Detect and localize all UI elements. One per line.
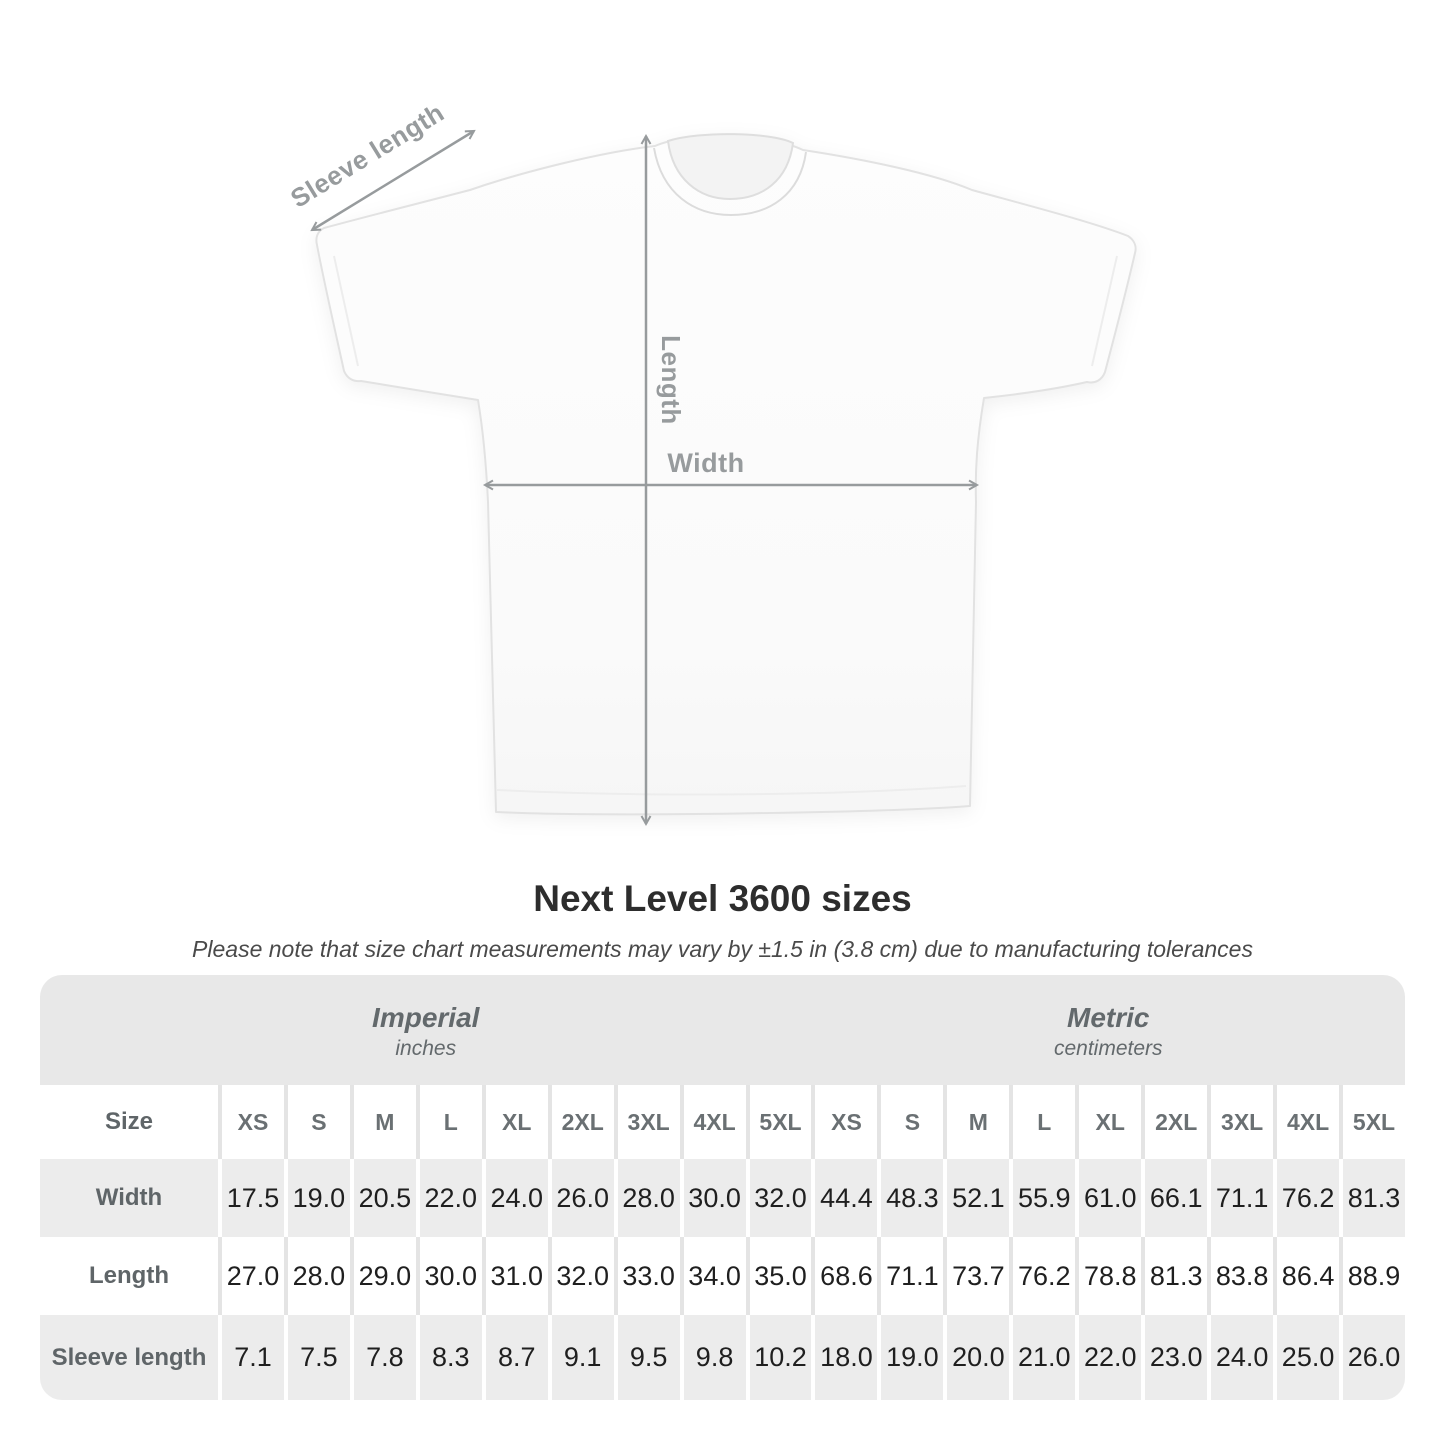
table-cell: 86.4 xyxy=(1273,1237,1339,1315)
column-header: XS xyxy=(218,1085,284,1159)
metric-section-header xyxy=(812,975,1406,1085)
column-header: XL xyxy=(482,1085,548,1159)
column-header: 5XL xyxy=(1339,1085,1405,1159)
page-title: Next Level 3600 sizes xyxy=(533,878,912,919)
table-cell: 19.0 xyxy=(877,1315,943,1400)
column-header: XL xyxy=(1075,1085,1141,1159)
table-cell: 81.3 xyxy=(1339,1159,1405,1237)
row-label: Sleeve length xyxy=(51,1343,207,1371)
table-cell: 20.5 xyxy=(350,1159,416,1237)
table-cell: 10.2 xyxy=(746,1315,812,1400)
table-cell: 68.6 xyxy=(811,1237,877,1315)
imperial-label: Imperial xyxy=(372,1001,480,1033)
table-cell: 71.1 xyxy=(877,1237,943,1315)
table-cell: 8.3 xyxy=(416,1315,482,1400)
table-cell: 33.0 xyxy=(614,1237,680,1315)
size-header-row xyxy=(40,1085,1405,1159)
table-cell: 25.0 xyxy=(1273,1315,1339,1400)
width-label: Width xyxy=(667,448,745,478)
table-cell: 66.1 xyxy=(1141,1159,1207,1237)
table-row-width xyxy=(40,1159,1405,1237)
column-header: L xyxy=(416,1085,482,1159)
table-cell: 76.2 xyxy=(1273,1159,1339,1237)
table-cell: 9.1 xyxy=(548,1315,614,1400)
table-cell: 9.8 xyxy=(680,1315,746,1400)
table-cell: 17.5 xyxy=(218,1159,284,1237)
table-cell: 22.0 xyxy=(1075,1315,1141,1400)
table-cell: 78.8 xyxy=(1075,1237,1141,1315)
table-cell: 35.0 xyxy=(746,1237,812,1315)
table-cell: 32.0 xyxy=(746,1159,812,1237)
imperial-unit-label: inches xyxy=(395,1036,457,1060)
row-label: Length xyxy=(89,1262,169,1289)
table-cell: 7.8 xyxy=(350,1315,416,1400)
table-cell: 28.0 xyxy=(614,1159,680,1237)
sleeve-length-label: Sleeve length xyxy=(285,97,450,214)
table-cell: 88.9 xyxy=(1339,1237,1405,1315)
table-cell: 9.5 xyxy=(614,1315,680,1400)
table-cell: 26.0 xyxy=(548,1159,614,1237)
table-cell: 61.0 xyxy=(1075,1159,1141,1237)
size-table xyxy=(40,975,1405,1400)
table-cell: 81.3 xyxy=(1141,1237,1207,1315)
column-header: 4XL xyxy=(680,1085,746,1159)
column-header: M xyxy=(350,1085,416,1159)
table-cell: 7.1 xyxy=(218,1315,284,1400)
table-cell: 31.0 xyxy=(482,1237,548,1315)
unit-system-header-row xyxy=(40,975,1405,1085)
table-cell: 48.3 xyxy=(877,1159,943,1237)
table-cell: 23.0 xyxy=(1141,1315,1207,1400)
table-cell: 8.7 xyxy=(482,1315,548,1400)
table-cell: 26.0 xyxy=(1339,1315,1405,1400)
table-row-sleeve-length xyxy=(40,1315,1405,1400)
table-cell: 71.1 xyxy=(1207,1159,1273,1237)
column-header: 2XL xyxy=(548,1085,614,1159)
table-cell: 19.0 xyxy=(284,1159,350,1237)
table-cell: 7.5 xyxy=(284,1315,350,1400)
column-header: 2XL xyxy=(1141,1085,1207,1159)
table-cell: 21.0 xyxy=(1009,1315,1075,1400)
column-header: 3XL xyxy=(1207,1085,1273,1159)
table-cell: 34.0 xyxy=(680,1237,746,1315)
column-header: 5XL xyxy=(746,1085,812,1159)
table-cell: 28.0 xyxy=(284,1237,350,1315)
metric-label: Metric xyxy=(1067,1001,1150,1033)
column-header: M xyxy=(943,1085,1009,1159)
column-header: 3XL xyxy=(614,1085,680,1159)
table-cell: 24.0 xyxy=(1207,1315,1273,1400)
column-header: 4XL xyxy=(1273,1085,1339,1159)
row-label: Width xyxy=(95,1184,163,1211)
table-cell: 18.0 xyxy=(811,1315,877,1400)
column-header: L xyxy=(1009,1085,1075,1159)
table-cell: 73.7 xyxy=(943,1237,1009,1315)
table-cell: 29.0 xyxy=(350,1237,416,1315)
table-cell: 27.0 xyxy=(218,1237,284,1315)
table-cell: 30.0 xyxy=(680,1159,746,1237)
tolerance-note: Please note that size chart measurements may vary by ±1.5 in (3.8 cm) due to manufacturing tolerances xyxy=(192,936,1253,962)
column-header: S xyxy=(284,1085,350,1159)
table-cell: 76.2 xyxy=(1009,1237,1075,1315)
column-header: S xyxy=(877,1085,943,1159)
imperial-section-header xyxy=(40,975,812,1085)
table-cell: 24.0 xyxy=(482,1159,548,1237)
table-cell: 22.0 xyxy=(416,1159,482,1237)
table-cell: 83.8 xyxy=(1207,1237,1273,1315)
table-cell: 20.0 xyxy=(943,1315,1009,1400)
table-cell: 52.1 xyxy=(943,1159,1009,1237)
table-cell: 30.0 xyxy=(416,1237,482,1315)
length-label: Length xyxy=(656,335,686,425)
size-column-header: Size xyxy=(104,1108,154,1135)
table-cell: 55.9 xyxy=(1009,1159,1075,1237)
metric-unit-label: centimeters xyxy=(1053,1036,1163,1060)
table-cell: 44.4 xyxy=(811,1159,877,1237)
column-header: XS xyxy=(811,1085,877,1159)
table-cell: 32.0 xyxy=(548,1237,614,1315)
table-row-length xyxy=(40,1237,1405,1315)
